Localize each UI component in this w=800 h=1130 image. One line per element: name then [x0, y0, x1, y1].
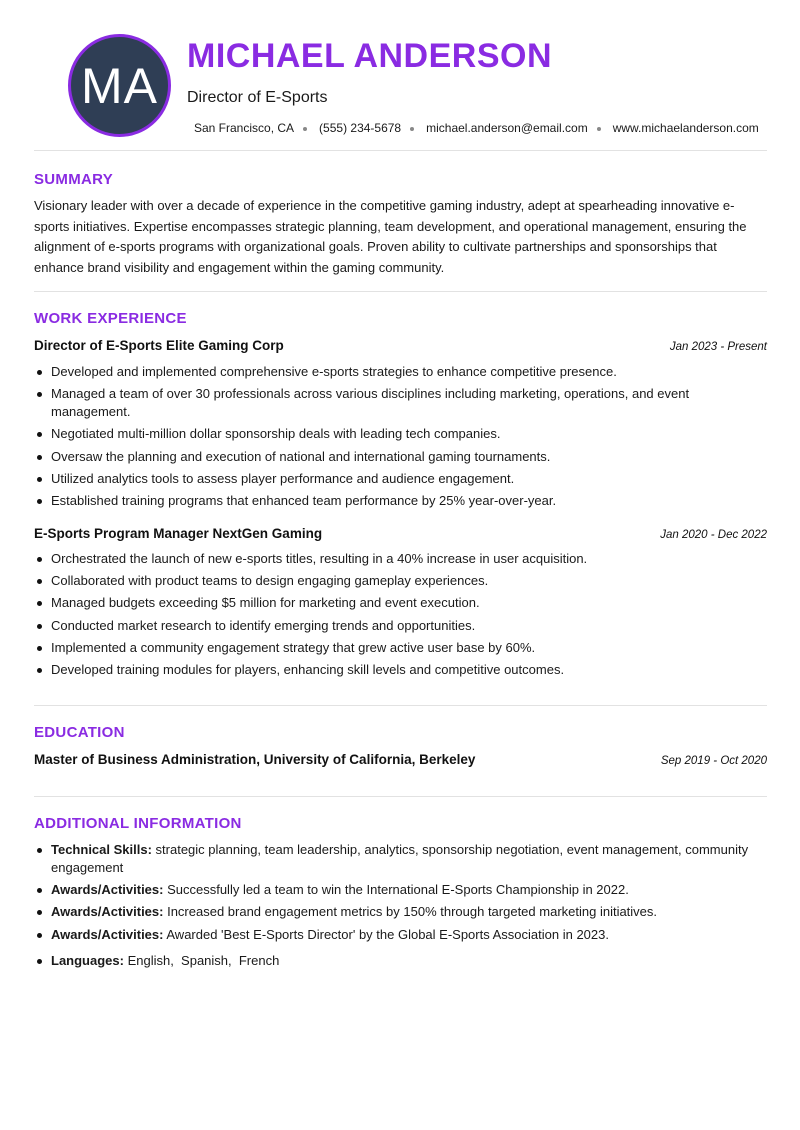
list-item — [51, 881, 767, 899]
list-item: Negotiated multi-million dollar sponsorship deals with leading tech companies. — [51, 425, 767, 443]
job-date: Jan 2023 - Present — [669, 341, 767, 353]
item-label: Awards/Activities: — [51, 926, 164, 942]
list-item — [51, 841, 767, 877]
additional-heading: ADDITIONAL INFORMATION — [34, 815, 242, 832]
list-item — [51, 903, 767, 921]
candidate-title: Director of E-Sports — [187, 89, 328, 106]
list-item: Established training programs that enhanced team performance by 25% year-over-year. — [51, 492, 767, 510]
list-item: Implemented a community engagement strategy that grew active user base by 60%. — [51, 639, 767, 657]
list-item — [51, 952, 767, 970]
resume-header — [34, 0, 767, 150]
list-item: Orchestrated the launch of new e-sports titles, resulting in a 40% increase in user acquisition. — [51, 550, 767, 568]
list-item — [51, 926, 767, 944]
item-text: strategic planning, team leadership, analytics, sponsorship negotiation, event management, community engagement — [51, 842, 749, 875]
contact-website[interactable]: www.michaelanderson.com — [612, 121, 759, 135]
summary-heading: SUMMARY — [34, 171, 114, 188]
contact-phone: (555) 234-5678 — [319, 121, 402, 135]
list-item: Developed and implemented comprehensive e-sports strategies to enhance competitive presence. — [51, 363, 767, 381]
item-text: Awarded 'Best E-Sports Director' by the Global E-Sports Association in 2023. — [163, 926, 609, 942]
separator-dot-icon — [597, 127, 601, 131]
separator-dot-icon — [410, 127, 414, 131]
list-item: Developed training modules for players, enhancing skill levels and competitive outcomes. — [51, 661, 767, 679]
list-item: Utilized analytics tools to assess player performance and audience engagement. — [51, 470, 767, 488]
list-item: Conducted market research to identify emerging trends and opportunities. — [51, 617, 767, 635]
separator-dot-icon — [303, 127, 307, 131]
degree-title: Master of Business Administration, University of California, Berkeley — [34, 752, 476, 767]
contact-location: San Francisco, CA — [194, 121, 295, 135]
candidate-name: MICHAEL ANDERSON — [187, 37, 553, 75]
additional-list — [51, 841, 767, 974]
job-header — [34, 338, 767, 353]
job-title: Director of E-Sports Elite Gaming Corp — [34, 338, 284, 353]
list-item: Managed budgets exceeding $5 million for marketing and event execution. — [51, 594, 767, 612]
job-title: E-Sports Program Manager NextGen Gaming — [34, 526, 323, 541]
education-entry — [34, 752, 767, 767]
item-label: Awards/Activities: — [51, 882, 164, 898]
section-divider — [34, 150, 767, 151]
item-text: Successfully led a team to win the International E-Sports Championship in 2022. — [163, 882, 629, 898]
job-bullets — [51, 363, 767, 514]
section-divider — [34, 291, 767, 292]
job-date: Jan 2020 - Dec 2022 — [660, 529, 767, 541]
list-item: Managed a team of over 30 professionals across various disciplines including marketing, operations, and event management. — [51, 385, 767, 421]
contact-line — [194, 121, 759, 135]
list-item: Oversaw the planning and execution of national and international gaming tournaments. — [51, 448, 767, 466]
experience-heading: WORK EXPERIENCE — [34, 310, 187, 327]
item-label: Awards/Activities: — [51, 904, 164, 920]
section-divider — [34, 705, 767, 706]
item-text: English, Spanish, French — [123, 952, 280, 968]
job-bullets — [51, 550, 767, 683]
job-header — [34, 526, 767, 541]
item-text: Increased brand engagement metrics by 150% through targeted marketing initiatives. — [163, 904, 658, 920]
item-label: Languages: — [51, 952, 124, 968]
section-divider — [34, 796, 767, 797]
item-label: Technical Skills: — [51, 842, 152, 857]
education-heading: EDUCATION — [34, 724, 125, 741]
contact-email[interactable]: michael.anderson@email.com — [426, 121, 588, 135]
summary-text: Visionary leader with over a decade of experience in the competitive gaming industry, adept at spearheading innovative e-sports initiatives. Expertise encompasses strategic planning, team development, and operational management, ensuring the alignment of e-sports programs with organizational goals. Proven ability to cultivate partnerships and sponsorships that enhance brand visibility and engagement within the gaming community. — [34, 198, 747, 275]
avatar-initials: MA — [68, 34, 171, 137]
education-date: Sep 2019 - Oct 2020 — [660, 755, 767, 767]
list-item: Collaborated with product teams to design engaging gameplay experiences. — [51, 572, 767, 590]
